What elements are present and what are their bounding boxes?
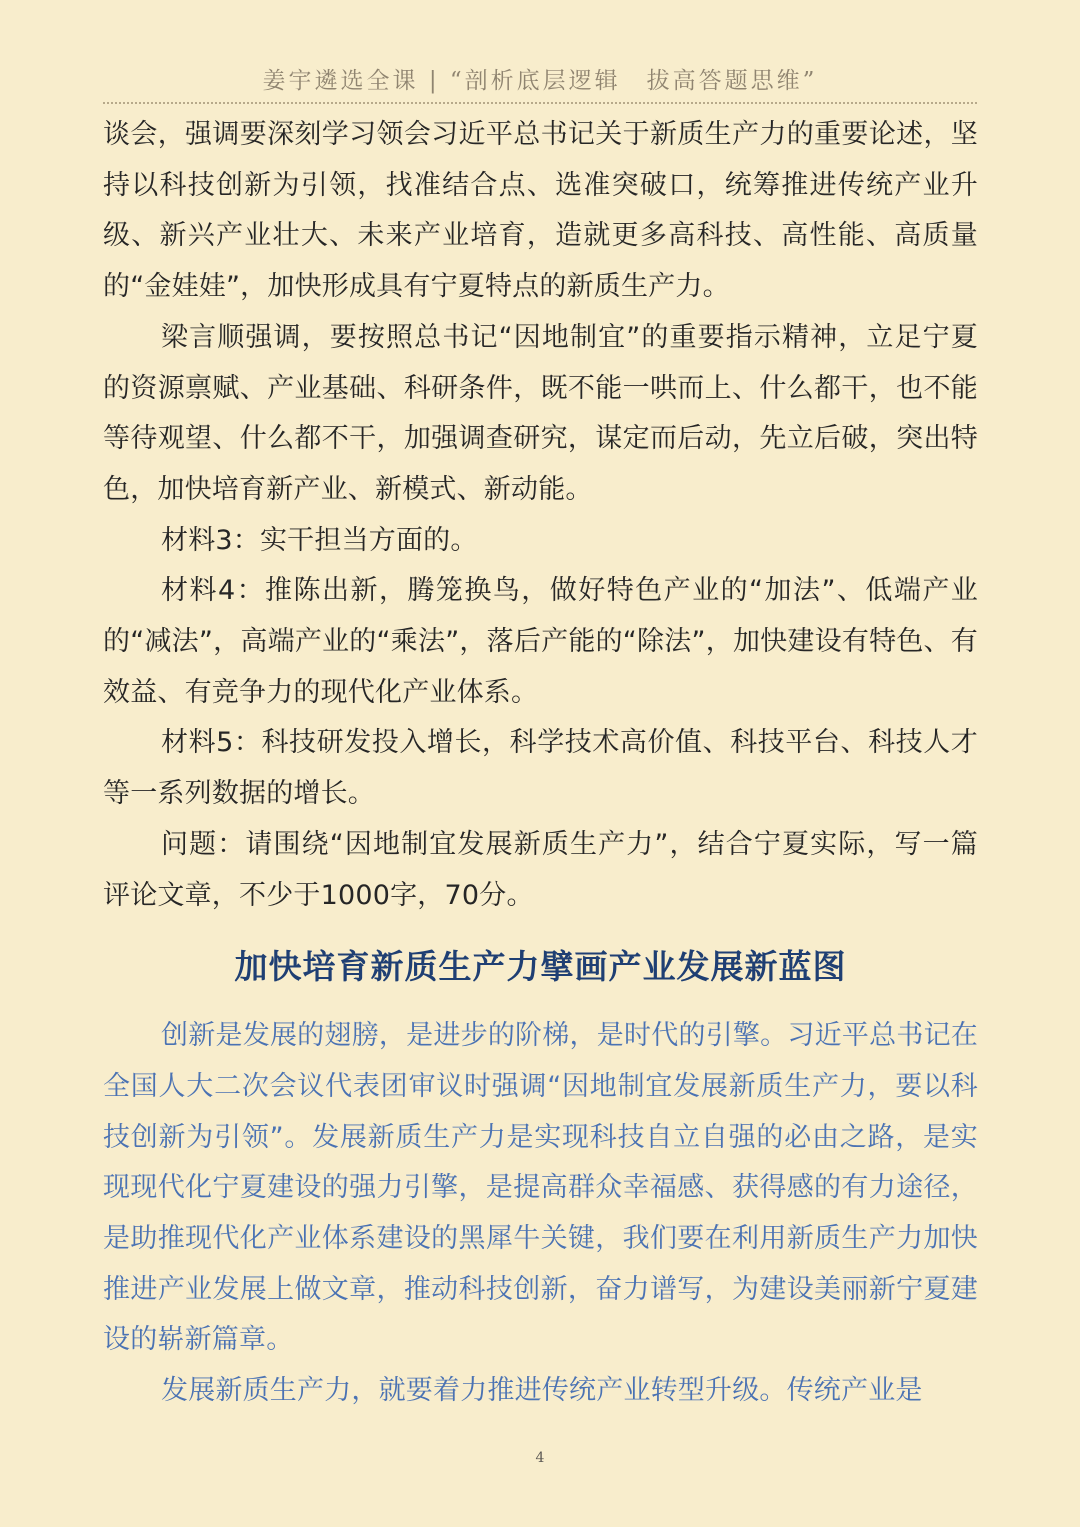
page-header	[103, 60, 977, 104]
essay-paragraph: 发展新质生产力，就要着力推进传统产业转型升级。传统产业是	[161, 1375, 923, 1407]
document-body	[103, 110, 978, 1417]
material-3-paragraph: 材料3：实干担当方面的。	[161, 524, 478, 556]
essay-paragraph: 创新是发展的翅膀，是进步的阶梯，是时代的引擎。习近平总书记在全国人大二次会议代表团审议时强调“因地制宜发展新质生产力，要以科技创新为引领”。发展新质生产力是实现科技自立自强的必由之路，是实现现代化宁夏建设的强力引擎，是提高群众幸福感、获得感的有力途径，是助推现代化产业体系建设的黑犀牛关键，我们要在利用新质生产力加快推进产业发展上做文章，推动科技创新，奋力谱写，为建设美丽新宁夏建设的崭新篇章。	[103, 1020, 978, 1356]
body-paragraph: 梁言顺强调，要按照总书记“因地制宜”的重要指示精神，立足宁夏的资源禀赋、产业基础、科研条件，既不能一哄而上、什么都干，也不能等待观望、什么都不干，加强调查研究，谋定而后动，先立后破，突出特色，加快培育新产业、新模式、新动能。	[103, 321, 978, 505]
header-title: 姜宇遴选全课 | “剖析底层逻辑 拔高答题思维”	[262, 68, 818, 94]
essay-title: 加快培育新质生产力擘画产业发展新蓝图	[234, 947, 847, 987]
body-paragraph: 谈会，强调要深刻学习领会习近平总书记关于新质生产力的重要论述，坚持以科技创新为引领，找准结合点、选准突破口，统筹推进传统产业升级、新兴产业壮大、未来产业培育，造就更多高科技、高性能、高质量的“金娃娃”，加快形成具有宁夏特点的新质生产力。	[103, 119, 978, 303]
material-4-paragraph: 材料4：推陈出新，腾笼换鸟，做好特色产业的“加法”、低端产业的“减法”，高端产业的“乘法”，落后产能的“除法”，加快建设有特色、有效益、有竞争力的现代化产业体系。	[103, 575, 978, 708]
question-paragraph: 问题：请围绕“因地制宜发展新质生产力”，结合宁夏实际，写一篇评论文章，不少于1000字，70分。	[103, 828, 978, 911]
material-5-paragraph: 材料5：科技研发投入增长，科学技术高价值、科技平台、科技人才等一系列数据的增长。	[103, 727, 978, 810]
page-number: 4	[535, 1450, 545, 1466]
